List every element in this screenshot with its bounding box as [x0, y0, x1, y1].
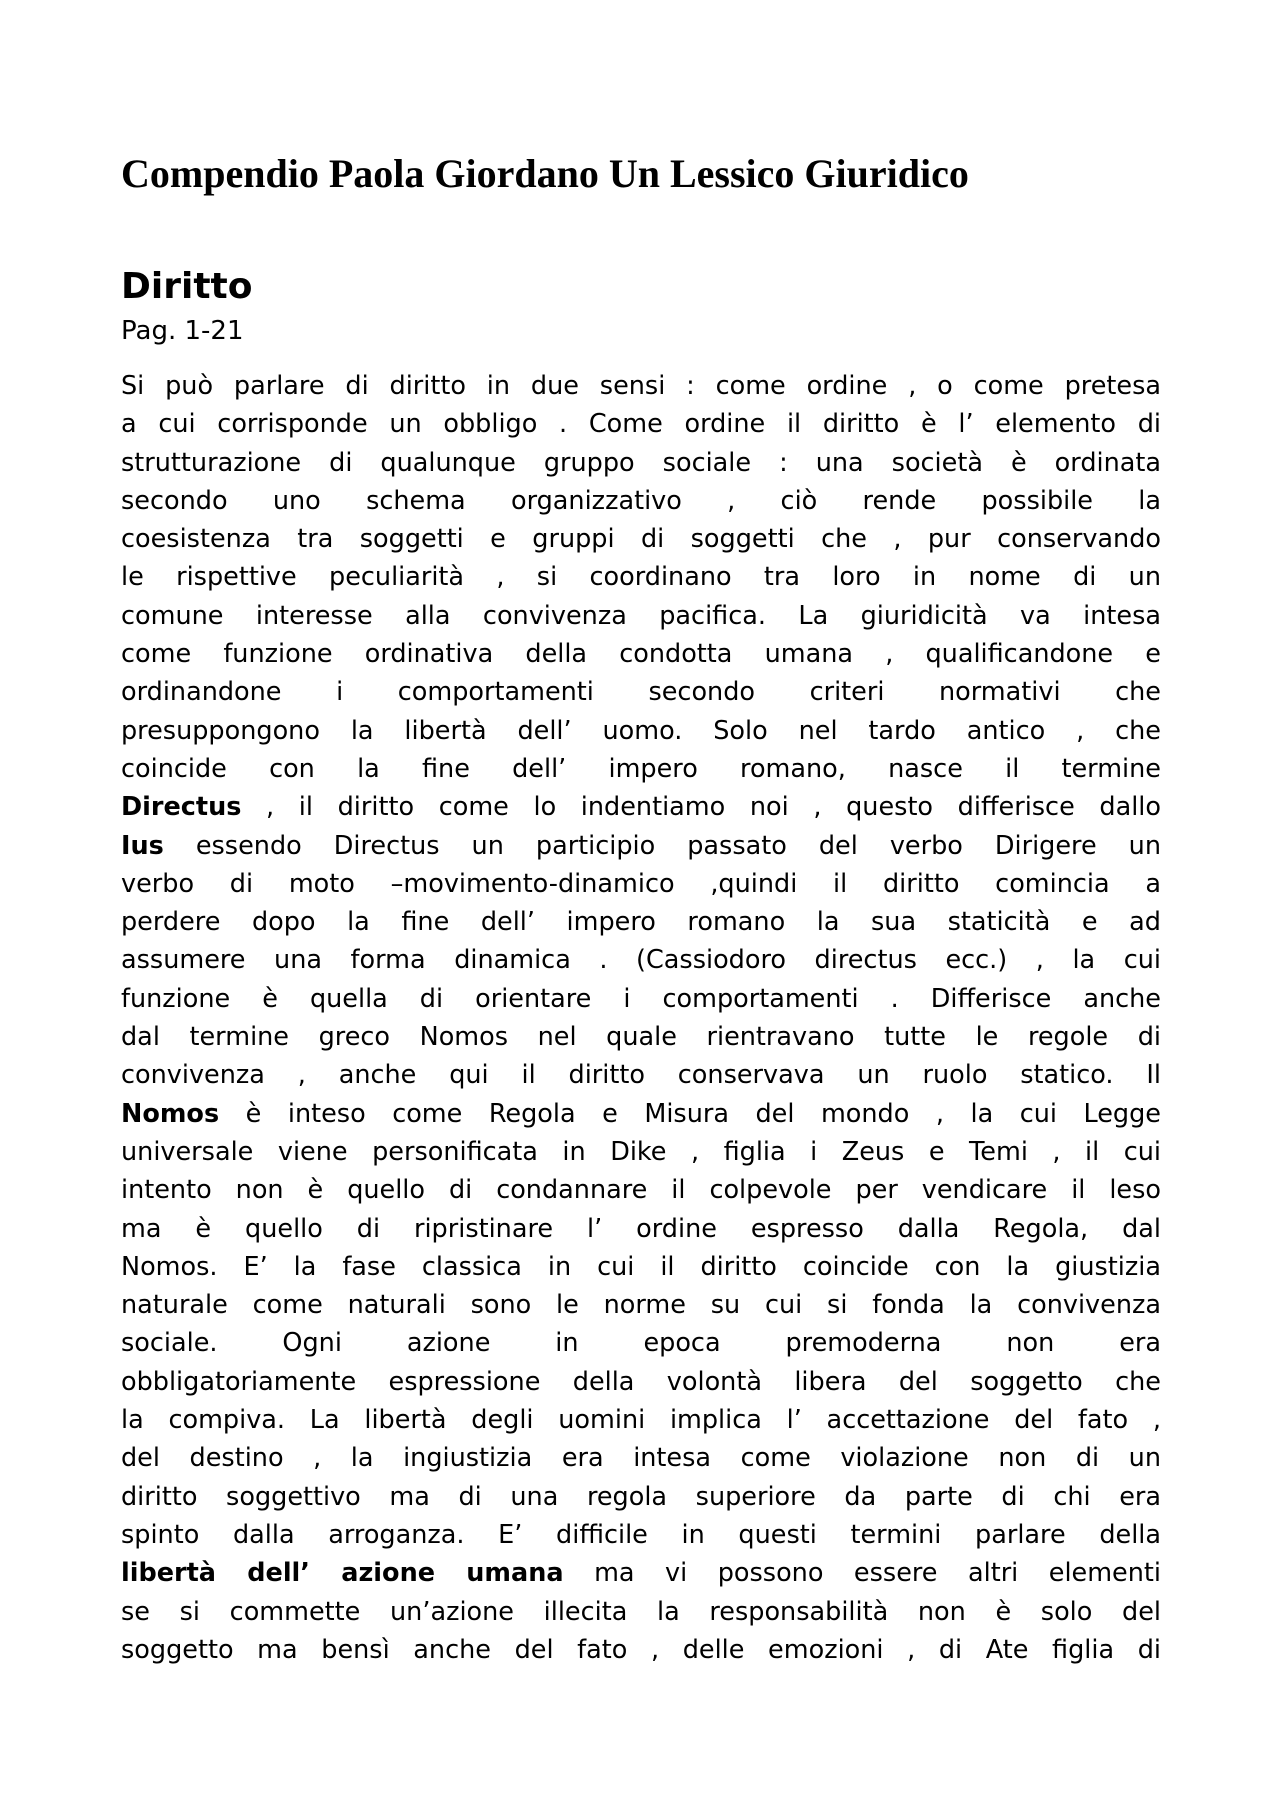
text-run: la compiva. La libertà degli uomini implica l’ accettazione del fato , [121, 1405, 1161, 1436]
text-line [121, 1171, 1161, 1209]
text-run: , il diritto come lo indentiamo noi , questo differisce dallo [241, 792, 1161, 823]
text-run: strutturazione di qualunque gruppo sociale : una società è ordinata [121, 447, 1161, 478]
text-line [121, 1210, 1161, 1248]
text-run: spinto dalla arroganza. E’ difficile in questi termini parlare della [121, 1519, 1161, 1550]
text-line [121, 558, 1161, 596]
text-line [121, 673, 1161, 711]
text-run: perdere dopo la fine dell’ impero romano la sua staticità e ad [121, 907, 1161, 938]
text-run: come funzione ordinativa della condotta umana , qualificandone e [121, 639, 1161, 670]
text-run: diritto soggettivo ma di una regola superiore da parte di chi era [121, 1481, 1161, 1512]
text-run: le rispettive peculiarità , si coordinano tra loro in nome di un [121, 562, 1161, 593]
text-line [121, 482, 1161, 520]
text-run: a cui corrisponde un obbligo . Come ordine il diritto è l’ elemento di [121, 409, 1161, 440]
text-line [121, 1439, 1161, 1477]
text-run: ma vi possono essere altri elementi [563, 1558, 1161, 1589]
document-page [121, 0, 1161, 1811]
text-line [121, 1401, 1161, 1439]
text-line [121, 1095, 1161, 1133]
text-line [121, 405, 1161, 443]
text-line [121, 1593, 1161, 1631]
page-reference: Pag. 1-21 [121, 316, 244, 346]
text-run: essendo Directus un participio passato del verbo Dirigere un [163, 830, 1161, 861]
text-run: verbo di moto –movimento-dinamico ,quindi il diritto comincia a [121, 868, 1161, 899]
text-run: Nomos. E’ la fase classica in cui il diritto coincide con la giustizia [121, 1251, 1161, 1282]
text-line [121, 827, 1161, 865]
body-paragraph [121, 367, 1161, 1669]
text-run: dal termine greco Nomos nel quale rientravano tutte le regole di [121, 1022, 1161, 1053]
text-run: sociale. Ogni azione in epoca premoderna non era [121, 1328, 1161, 1359]
text-line [121, 1516, 1161, 1554]
text-line [121, 635, 1161, 673]
text-line [121, 597, 1161, 635]
text-run: Si può parlare di diritto in due sensi : come ordine , o come pretesa [121, 371, 1161, 401]
bold-term: Directus [121, 792, 242, 823]
text-line [121, 1018, 1161, 1056]
text-line [121, 1133, 1161, 1171]
text-run: coincide con la fine dell’ impero romano, nasce il termine [121, 753, 1161, 784]
section-heading: Diritto [121, 266, 253, 307]
text-line [121, 788, 1161, 826]
text-run: se si commette un’azione illecita la responsabilità non è solo del [121, 1596, 1161, 1627]
text-line [121, 903, 1161, 941]
text-line [121, 367, 1161, 405]
text-run: comune interesse alla convivenza pacifica. La giuridicità va intesa [121, 600, 1161, 631]
text-line [121, 520, 1161, 558]
text-line [121, 941, 1161, 979]
text-run: universale viene personificata in Dike , figlia i Zeus e Temi , il cui [121, 1136, 1161, 1167]
text-run: è inteso come Regola e Misura del mondo , la cui Legge [219, 1098, 1161, 1129]
text-run: presuppongono la libertà dell’ uomo. Solo nel tardo antico , che [121, 715, 1161, 746]
text-run: intento non è quello di condannare il colpevole per vendicare il leso [121, 1175, 1161, 1206]
text-line [121, 1631, 1161, 1669]
text-line [121, 1554, 1161, 1592]
text-run: secondo uno schema organizzativo , ciò rende possibile la [121, 485, 1161, 516]
text-line [121, 750, 1161, 788]
text-line [121, 1056, 1161, 1094]
text-line [121, 712, 1161, 750]
text-run: ordinandone i comportamenti secondo criteri normativi che [121, 677, 1161, 708]
text-run: coesistenza tra soggetti e gruppi di soggetti che , pur conservando [121, 524, 1161, 555]
text-run: obbligatoriamente espressione della volontà libera del soggetto che [121, 1366, 1161, 1397]
text-line [121, 444, 1161, 482]
text-run: ma è quello di ripristinare l’ ordine espresso dalla Regola, dal [121, 1213, 1161, 1244]
bold-term: libertà dell’ azione umana [121, 1558, 564, 1589]
text-line [121, 1324, 1161, 1362]
text-run: assumere una forma dinamica . (Cassiodoro directus ecc.) , la cui [121, 945, 1161, 976]
text-line [121, 980, 1161, 1018]
text-run: convivenza , anche qui il diritto conservava un ruolo statico. Il [121, 1060, 1161, 1091]
text-line [121, 865, 1161, 903]
text-line [121, 1363, 1161, 1401]
text-run: soggetto ma bensì anche del fato , delle emozioni , di Ate figlia di [121, 1634, 1161, 1665]
text-run: funzione è quella di orientare i comportamenti . Differisce anche [121, 983, 1161, 1014]
text-line [121, 1286, 1161, 1324]
bold-term: Ius [121, 830, 164, 861]
text-run: del destino , la ingiustizia era intesa come violazione non di un [121, 1443, 1161, 1474]
bold-term: Nomos [121, 1098, 220, 1129]
text-line [121, 1478, 1161, 1516]
text-line [121, 1248, 1161, 1286]
document-title: Compendio Paola Giordano Un Lessico Giuridico [121, 151, 969, 196]
text-run: naturale come naturali sono le norme su cui si fonda la convivenza [121, 1290, 1161, 1321]
